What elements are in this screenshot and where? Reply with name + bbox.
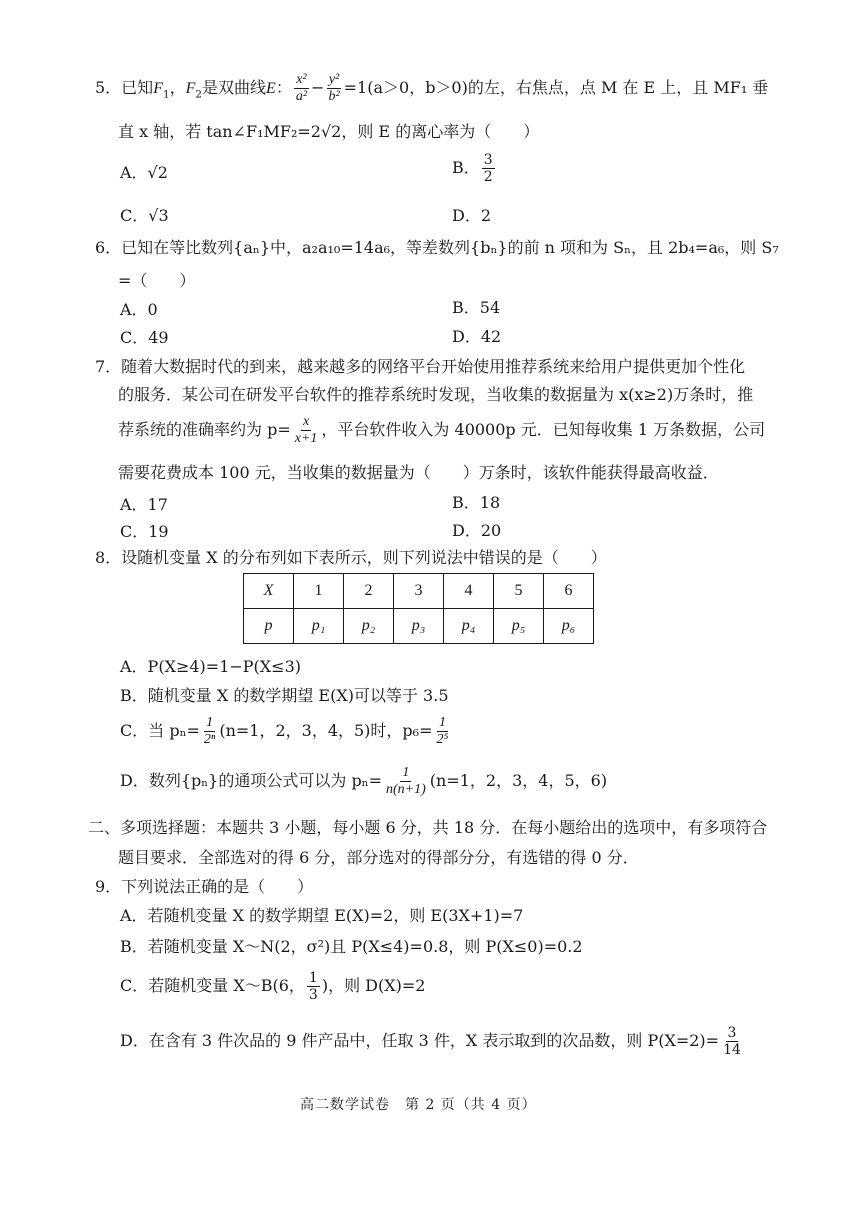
table-cell: 6 <box>544 574 594 609</box>
q6-option-b: B．54 <box>452 298 501 317</box>
q6-option-c: C．49 <box>120 328 169 347</box>
q8-option-c <box>120 715 452 748</box>
q7-option-d: D．20 <box>452 521 502 540</box>
q5-text: 5．已知 <box>95 78 154 98</box>
q9-option-c <box>120 970 425 1003</box>
q5-b-frac: $\frac{3}{2}$ <box>483 152 493 186</box>
q8-c-frac2: $\frac{1}{\text{2⁵}}$ <box>436 715 449 748</box>
q5-option-b <box>452 152 497 185</box>
section2-heading-line2: 题目要求．全部选对的得 6 分，部分选对的得部分分，有选错的得 0 分． <box>118 848 639 867</box>
q6-option-a: A．0 <box>120 300 158 319</box>
q6-stem-line2: =（ ） <box>118 271 196 290</box>
table-cell: 4 <box>444 574 494 609</box>
q8-c-text: C．当 pₙ= <box>120 721 200 741</box>
q7-text: 荐系统的准确率约为 p= <box>118 420 291 440</box>
table-cell: p₆ <box>544 609 594 644</box>
q5-option-c: C．√3 <box>120 206 169 225</box>
section2-heading-line1: 二、多项选择题：本题共 3 小题，每小题 6 分，共 18 分．在每小题给出的选项中，有多项符合 <box>88 818 768 837</box>
q7-option-b: B．18 <box>452 493 501 512</box>
table-cell: X <box>244 574 294 609</box>
q9-c-text: C．若随机变量 X～B(6， <box>120 976 305 996</box>
q8-d-text: (n=1，2，3，4，5，6) <box>429 771 608 791</box>
table-cell: 2 <box>344 574 394 609</box>
table-cell: p₂ <box>344 609 394 644</box>
q8-c-text: (n=1，2，3，4，5)时，p₆= <box>219 721 433 741</box>
q9-d-text: D．在含有 3 件次品的 9 件产品中，任取 3 件，X 表示取到的次品数，则 P(X=2)= <box>120 1031 720 1051</box>
page-footer: 高二数学试卷 第 2 页（共 4 页） <box>300 1097 537 1113</box>
distribution-table <box>243 573 594 644</box>
q5-text: 是双曲线 <box>202 78 267 98</box>
q6-stem-line1: 6．已知在等比数列{aₙ}中，a₂a₁₀=14a₆，等差数列{bₙ}的前 n 项和为 Sₙ，且 2b₄=a₆，则 S₇ <box>95 238 779 257</box>
q7-option-c: C．19 <box>120 522 169 541</box>
table-row <box>244 574 594 609</box>
q7-stem-line4: 需要花费成本 100 元，当收集的数据量为（ ）万条时，该软件能获得最高收益． <box>118 463 719 482</box>
q7-stem-line2: 的服务．某公司在研发平台软件的推荐系统时发现，当收集的数据量为 x(x≥2)万条时，推 <box>118 385 754 404</box>
q8-d-frac: $\frac{1}{n(n+1)}$ <box>386 765 426 798</box>
q7-frac-p: $\frac{x}{x+1}$ <box>294 414 318 447</box>
q8-option-d <box>120 765 607 798</box>
table-cell: p₁ <box>294 609 344 644</box>
q5-option-a: A．√2 <box>120 163 168 182</box>
q9-option-a: A．若随机变量 X 的数学期望 E(X)=2，则 E(3X+1)=7 <box>120 906 524 925</box>
q5-e: E <box>266 80 276 98</box>
q5-stem-line2: 直 x 轴，若 tan∠F₁MF₂=2√2，则 E 的离心率为（ ） <box>118 122 540 141</box>
q5-text: ， <box>169 78 186 98</box>
table-row <box>244 609 594 644</box>
q5-frac-y: $\frac{\text{y²}}{\text{b²}}$ <box>328 72 340 105</box>
q5-frac-x: $\frac{\text{x²}}{\text{a²}}$ <box>295 72 308 105</box>
q5-b-prefix: B． <box>452 158 480 178</box>
q8-stem: 8．设随机变量 X 的分布列如下表所示，则下列说法中错误的是（ ） <box>95 548 607 567</box>
table-cell: p₄ <box>444 609 494 644</box>
q9-c-text: )，则 D(X)=2 <box>321 976 426 996</box>
q5-option-d: D．2 <box>452 206 492 225</box>
table-cell: 3 <box>394 574 444 609</box>
q6-option-d: D．42 <box>452 327 502 346</box>
table-cell: p₅ <box>494 609 544 644</box>
q5-text: =1(a＞0，b＞0)的左，右焦点，点 M 在 E 上，且 MF₁ 垂 <box>343 78 769 98</box>
q7-option-a: A．17 <box>120 495 168 514</box>
q5-f2: F <box>185 80 196 98</box>
q9-d-frac: $\frac{3}{14}$ <box>723 1025 741 1059</box>
q9-option-d <box>120 1025 745 1058</box>
q7-stem-line3 <box>118 414 765 447</box>
q9-option-b: B．若随机变量 X～N(2，σ²)且 P(X≤4)=0.8，则 P(X≤0)=0.2 <box>120 937 583 956</box>
table-cell: p <box>244 609 294 644</box>
q8-option-a: A．P(X≥4)=1−P(X≤3) <box>120 657 302 676</box>
q9-c-frac: $\frac{1}{3}$ <box>308 970 318 1004</box>
q7-text: ，平台软件收入为 40000p 元．已知每收集 1 万条数据，公司 <box>321 420 766 440</box>
q8-c-frac1: $\frac{1}{\text{2ⁿ}}$ <box>203 715 216 748</box>
q7-stem-line1: 7．随着大数据时代的到来，越来越多的网络平台开始使用推荐系统来给用户提供更加个性化 <box>95 357 746 376</box>
table-cell: 5 <box>494 574 544 609</box>
q5-f1: F <box>153 80 163 98</box>
q5-stem-line1: 5．已知$F_1$，$F_2$是双曲线E： $\frac{\text{x²}}{\text{a²}}$ − $\frac{\text{y²}}{\text{b²}}$ =1(a＞0，b＞0)的左，右焦点，点 M 在 E 上，且 MF₁ 垂 <box>95 72 769 105</box>
q8-option-b: B．随机变量 X 的数学期望 E(X)可以等于 3.5 <box>120 686 449 705</box>
table-cell: p₃ <box>394 609 444 644</box>
q5-text: ： <box>275 78 292 98</box>
table-cell: 1 <box>294 574 344 609</box>
q9-stem: 9．下列说法正确的是（ ） <box>95 877 314 896</box>
q8-d-text: D．数列{pₙ}的通项公式可以为 pₙ= <box>120 771 383 791</box>
